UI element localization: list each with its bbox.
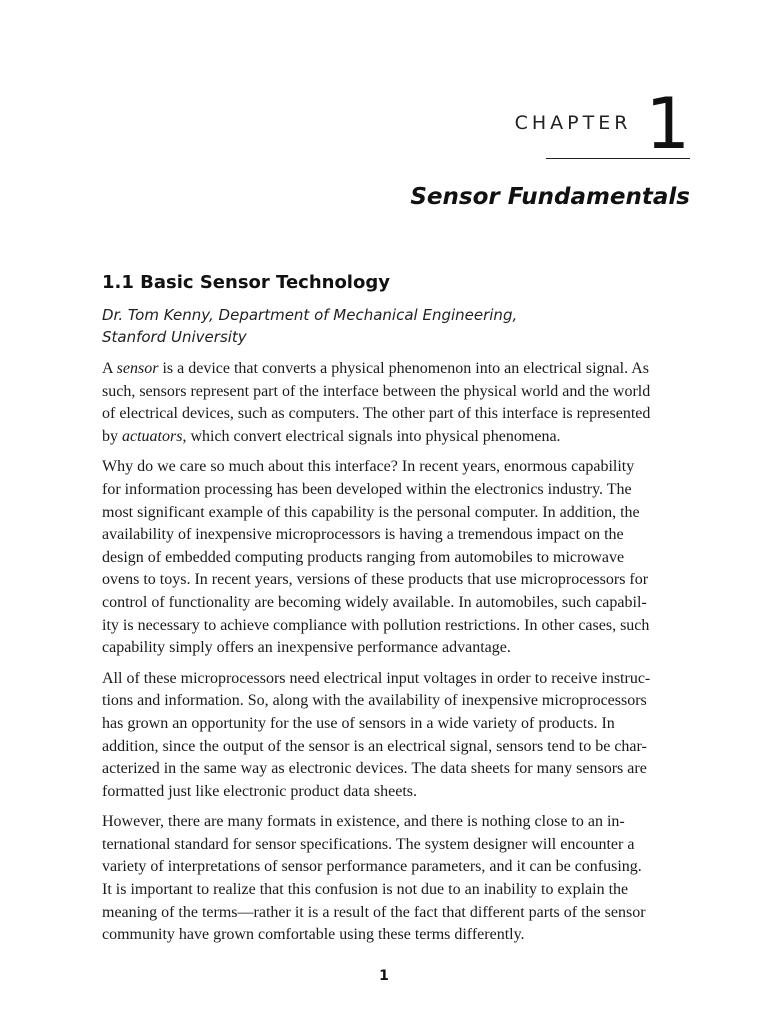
text-line: However, there are many formats in existence, and there is nothing close to an in- — [102, 813, 625, 831]
text-line: design of embedded computing products ranging from automobiles to microwave — [102, 548, 625, 566]
page-number: 1 — [379, 968, 389, 984]
text-line: availability of inexpensive microprocessors is having a tremendous impact on the — [102, 526, 624, 544]
author-line: Dr. Tom Kenny, Department of Mechanical Engineering, — [102, 306, 518, 324]
paragraph — [102, 358, 688, 448]
chapter-rule — [546, 158, 690, 159]
text-line: acterized in the same way as electronic devices. The data sheets for many sensors are — [102, 760, 647, 778]
chapter-title: Sensor Fundamentals — [410, 184, 690, 210]
emphasized-term: actuators — [122, 427, 183, 445]
text-line: All of these microprocessors need electrical input voltages in order to receive instruc- — [102, 669, 651, 687]
text-line: ity is necessary to achieve compliance with pollution restrictions. In other cases, such — [102, 616, 650, 634]
paragraph — [102, 456, 688, 659]
text-line: ternational standard for sensor specifications. The system designer will encounter a — [102, 835, 635, 853]
emphasized-term: sensor — [116, 360, 159, 377]
paragraph — [102, 811, 688, 947]
text-line: It is important to realize that this confusion is not due to an inability to explain the — [102, 881, 629, 899]
chapter-number: 1 — [645, 83, 690, 165]
author-credit — [102, 304, 662, 348]
text-line: such, sensors represent part of the interface between the physical world and the world — [102, 382, 651, 400]
chapter-label: CHAPTER — [514, 112, 632, 134]
text-line: by actuators, which convert electrical signals into physical phenomena. — [102, 427, 561, 445]
text-line: tions and information. So, along with the availability of inexpensive microprocessors — [102, 692, 647, 710]
text-line: A sensor is a device that converts a physical phenomenon into an electrical signal. As — [102, 360, 649, 377]
paragraph — [102, 668, 688, 804]
author-affiliation: Stanford University — [102, 328, 247, 346]
text-line: formatted just like electronic product data sheets. — [102, 782, 417, 800]
text-line: control of functionality are becoming widely available. In automobiles, such capabil- — [102, 593, 647, 611]
text-line: variety of interpretations of sensor performance parameters, and it can be confusing. — [102, 858, 642, 876]
text-line: Why do we care so much about this interface? In recent years, enormous capability — [102, 458, 635, 476]
text-line: of electrical devices, such as computers. The other part of this interface is represented — [102, 405, 651, 423]
text-line: has grown an opportunity for the use of sensors in a wide variety of products. In — [102, 714, 615, 732]
section-heading: 1.1 Basic Sensor Technology — [102, 272, 390, 293]
text-line: most significant example of this capability is the personal computer. In addition, the — [102, 503, 640, 521]
text-line: ovens to toys. In recent years, versions of these products that use microprocessors for — [102, 571, 649, 589]
text-line: addition, since the output of the sensor is an electrical signal, sensors tend to be char- — [102, 737, 647, 755]
text-line: community have grown comfortable using these terms differently. — [102, 926, 525, 944]
body-text — [102, 358, 688, 955]
text-line: capability simply offers an inexpensive performance advantage. — [102, 639, 511, 657]
text-line: for information processing has been developed within the electronics industry. The — [102, 480, 632, 498]
chapter-header — [514, 83, 690, 165]
text-line: meaning of the terms—rather it is a result of the fact that different parts of the sensor — [102, 903, 646, 921]
